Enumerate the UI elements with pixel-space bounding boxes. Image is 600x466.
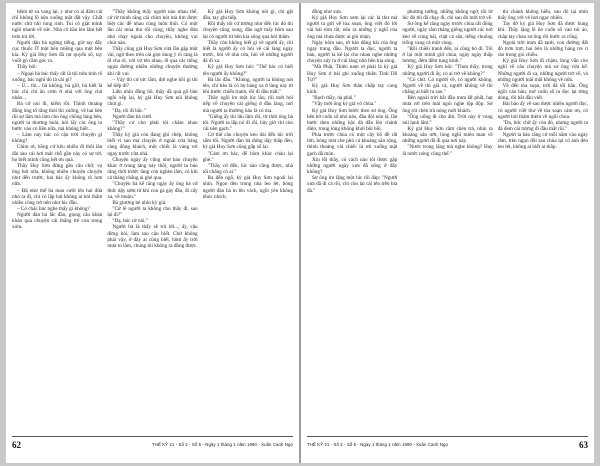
paragraph: "Thầy cứ cho phải tội chăm nhau không?"	[107, 119, 198, 132]
paragraph: "Có chứ. Có người về, có người không. Người về thì già cả, người không về thì chẳng ai biết ra sao."	[402, 76, 493, 96]
right-column-3	[498, 9, 588, 433]
paragraph: Chuyện ngày ấy cũng như bao chuyện khác ở trong làng này thôi, người ta bảo rằng thời trước làng còn nghèo lắm, có khi cả tháng chẳng ai ghé qua.	[107, 156, 198, 182]
paragraph: Thầy Huy Sơn đứng gần câu chữ, vợ ông hỏi nửa, không nhiều chuyện chuyện như đến trước, hai bác ấy không rõ hơn nữa.	[12, 162, 103, 188]
paragraph: Người đàn bà lắc đầu, giọng câu khàn khàn qua chuyện cái thằng trẻ con trong xóm.	[12, 212, 103, 231]
paragraph: đồng như xưa.	[312, 9, 342, 15]
paragraph: Tay đờ ký giả Huy Sơn đã được hung khí. Thầy lặng lẽ bỏ cuốn sổ vào túi áo, chắp tay chào sư ông rồi bước ra cổng.	[497, 21, 588, 40]
paragraph: – Có chắc bác nghe thấy gì không?	[17, 206, 90, 212]
paragraph: Chim ơi, hồng cứ kêu nhiều đi thôi lâu đài sau cái hơi mát chỗ gần này có sự tới, họ biết mình cũng hết ơn quá.	[12, 144, 103, 163]
paragraph: Kỳ giả Huy Sơn thân chấp tay cung kính:	[307, 82, 398, 96]
paragraph: Ký giả Huy Sơn hỏi: "Thưa thầy, trong những người đi ấy, có ai trở về không?"	[402, 64, 493, 77]
paragraph: bệnh tử xa vang lại, y như có ai đâm cái chĩ không lồ nện xuống mặt đất vậy. Chất nước chữ nhì rung rinh. Tui cô giật mình ngồi nhanh về sức. Nhà cô hầu lên lắm hết trơn trả lời.	[12, 9, 103, 40]
left-page-footer	[12, 436, 293, 453]
paragraph: Về đến tòa soạn, trời đã tối hẳn. Ông ngồi vào bàn, mở cuốn sổ ra đọc lại từng dòng, rồi bắt đầu viết.	[497, 82, 588, 102]
left-column-2	[107, 9, 197, 433]
magazine-spread	[6, 3, 594, 463]
paragraph: Thầy hỏi:	[17, 64, 38, 71]
paragraph: "Cám ơn bác, để hôm khác cháu lại ghé."	[202, 150, 293, 163]
paragraph: "Dạ, bác cứ nói."	[112, 218, 149, 225]
paragraph: Ký giả Huy Sơn bước theo sư ông. Ông bên bờ cuốn sổ nhỏ nào, đầu đội nón lá, lần bước theo những bậc đá dẫn lên chánh điện, trong lòng không khỏi bồi hồi.	[307, 107, 398, 132]
paragraph: Phía trước chùa có một cây bồ đề rất lớn, bóng mát che phủ cả khoảng sân rộng, thỉnh thoảng vài chiếc lá rơi xuống mặt gạch đã mòn.	[307, 132, 398, 157]
paragraph: "Thầy không thấy người nào nhau thế, cứ rừ mình rằng cái chim hót mà tìm được biệt các đề nhau cùng luôn thôi. Có một lần cái mùa thu rồi cùng, thầy nghe đứa nhỏ chạy ngoài cho chuyện, không vui chút nào.	[107, 9, 198, 46]
paragraph: "Vậy mời ông ký giả vô chùa."	[312, 101, 377, 108]
paragraph: "Cứ lẽ người ta không cho thầy đi, sao lại đi?"	[107, 206, 198, 219]
paragraph: – Lâm này bác có cậu trời chuyện gì không?	[12, 132, 103, 145]
paragraph: "Nước trong lặng mà nghe không? Hay là nước nóng cũng thế."	[402, 144, 493, 157]
paragraph: "Mà Phật, Thiên nam ơi phải là kỳ giả Huy Sơn ở bài ghi xuống thiên Tình Dỡ Tự?"	[307, 64, 398, 83]
paragraph: Ký giả Huy Sơn cầm chén trà, nhìn ra khoảng sân ướt, lòng nghĩ miên man về những người đã đi qua nơi này.	[402, 125, 493, 145]
paragraph: Người dân bà ngừng tiếng, giờ tay đẩy cục thuốc Ở một bên miệng qua một bên kia. Kỳ giả Huy Sơn đã rụt quyển sổ, tay vuốt gò cầm góc ra.	[12, 39, 103, 65]
paragraph: Ký giả Huy Sơn đi chậm, lòng vẫn còn nghĩ về câu chuyện mà sư ông vừa kể. Những người đi xa, những người trở về, và những người mãi mãi không về nữa.	[497, 58, 588, 83]
paragraph: thí chánh không hiểu, sau đó lại nhìn thấy ông với vẻ hơi ngạc nhiên.	[497, 9, 588, 22]
left-column-1	[12, 9, 102, 433]
left-column-3	[203, 9, 293, 433]
paragraph: Người bà là thấy sẽ trả lời..., ấy, cậu đừng hỏi, làm sao cậu biết. Chứ không phải vậy, ở đây ai cũng biết, hôm ấy trời mưa to lắm, chúng tôi không ra đồng được.	[107, 224, 198, 249]
paragraph: – Ủ... thì... bà không, bà giữ, bà biết là bác chỉ chỉ ăn cơm ở nhà với ông chủ nhân...	[12, 82, 103, 102]
paragraph: "Ông uống đi cho ấm. Trời này ở vùng núi lạnh lắm."	[402, 113, 493, 126]
paragraph: – Đã như thế bà mau cười lên hai đứa nhỏ ra đi, chỉ có lập hát không ai hỏi thăm nhiều cũng trở nên như lúc đầu.	[12, 187, 103, 206]
paragraph: Ngoài trời mưa đã tạnh, con đường đất đỏ trơn trợt, hai bên là những hàng tre rì rào trong gió chiều.	[497, 39, 588, 59]
paragraph: Người đàn bà cười.	[112, 113, 153, 120]
paragraph: Sư ông im lặng một lúc rồi đáp: "Người xưa đã đi cả rồi, chỉ còn lại cái tên trên bia đá."	[307, 175, 398, 194]
left-page	[6, 3, 299, 463]
paragraph: Bên ngoài trời bắt đầu mưa lất phất, hạt mưa rơi trên mái ngói nghe lộp độp. Sư ông rót chén trà nóng mời khách.	[402, 95, 493, 114]
paragraph: Bà cứ nói đi, kiếm rồi. Thỉnh thoảng đồng ông tổ rằng thôi thì xuống, về hai bên rồi sợ lắm mà làm cho ông chồng làng bên, người ta thương hoài, hỏi lấy các ông to bước vào có liền nữa, mà không biết...	[12, 101, 103, 132]
paragraph: "Da, bức chữ ấy còn đó, nhưng người ta đã đem cái tượng đi đâu mất rồi."	[497, 119, 588, 132]
page-number: 63	[579, 440, 588, 450]
paragraph: Cứ thế câu chuyện kéo dài đến lúc trời sẩm tối. Người đàn bà đứng dậy thắp đèn, kỳ giả Huy Sơn cũng gấp sổ lại.	[202, 132, 293, 151]
paragraph: Thầy còn không biết gì về người ấy, chỉ biết là người ấy có hỏi về cái làng ngày trước, hỏi về nhà cửa, hỏi về những người đã đi xa.	[202, 39, 293, 65]
right-page	[301, 3, 594, 463]
paragraph: Ngày hôm sau, tờ báo đăng bài của ông ngay trang đầu. Người ta đọc, người ta bàn, người ta kể lại cho nhau nghe những chuyện xảy ra ở cái làng nhỏ bên kia sông.	[307, 39, 398, 65]
paragraph: Rồi thấy tôi cứ tưởng như đến lúc đó thì chuyện cũng xong, đâu ngờ mấy hôm sau lại có người từ bên kia sông qua hỏi thăm.	[202, 21, 293, 40]
paragraph: Thầy ngồi im một lúc lâu, rồi mới hỏi tiếp về chuyện cái giếng ở đầu làng, nơi mà người ta thường bảo là có ma.	[202, 95, 293, 114]
paragraph: Người ta bảo rằng cứ mỗi năm vào ngày rằm, trên ngọn đồi sau chùa lại có ánh đèn leo lét, không ai biết ai thắp.	[497, 132, 588, 151]
paragraph: Liền nhìn đồng hồ, thầy đã quả gõ bàn ngồi xếp lại, kỳ giả Huy Sơn nói không chút gì.	[107, 89, 198, 108]
paragraph: Kỳ giả Huy Sơn hỏi: "Thế bác có biết tên người ấy không?"	[202, 64, 293, 77]
paragraph: Bà giương bé nhìn kỳ giả.	[112, 199, 167, 206]
running-footer: THẾ KỶ 21 - Số 2 - Số 5 - Ngày 1 tháng 1 năm 1990 - Xuân Canh Ngọ	[307, 442, 448, 447]
right-page-columns	[307, 9, 588, 433]
paragraph: phương tướng, những không ngờ, tôi từ lúc đó thì đã chạy đi, chỉ sau đó mới trở về.	[402, 9, 493, 22]
paragraph: "Giếng ấy thì lâu lắm rồi, từ thời ông bà tôi. Người ta lấp nó đi rồi, bây giờ chỉ còn cái nền gạch."	[202, 113, 293, 132]
paragraph: "Chuyện bà kể rằng ngày ấy ông bà cứ thức dậy sớm từ khi con gà gáy đầu, đi cấy xa, về muộn."	[107, 181, 198, 200]
paragraph: "Thầy cứ đến, lúc nào cũng được, nhà tôi chẳng có ai."	[202, 162, 293, 176]
paragraph: – Vậy thì cứ tức lắm, đợi nghe hồi gì thì kể tiếp đi?	[107, 76, 198, 89]
paragraph: Ký giả Huy Sơn xem lại các lá thư mà người ta gửi về tòa soạn, ông viết đó lời vài bài tóm tắt, nêu ra những ý nghĩ của ông mà chưa được ai ghi nhận.	[307, 15, 398, 40]
paragraph: Xin lỗi thầy, có cách nào tôi được gặp những người ngày xưa đã sống ở đây không?	[307, 156, 398, 176]
paragraph: Thầy cũng giả Huy Sơn vừa lần gặp một vài, ngờ theo trên cái giọt dung ý rõ ràng là ôi cha ơi, với vợ tên nhau, đi qua các tiếng ngựa đường nhiều những chuyện thường khi rất vui.	[107, 45, 198, 77]
paragraph: Kỳ giả Huy Sơn không nói gì, chỉ gật đầu, tay ghi tiếp.	[202, 9, 293, 22]
paragraph: Bài báo ấy về sau được nhiều người đọc, có người viết thư về tòa soạn cám ơn, có người hỏi thăm thêm về ngôi chùa.	[497, 101, 588, 120]
paragraph: "Bạch thầy, dạ phải."	[312, 95, 356, 102]
left-page-columns	[12, 9, 293, 433]
right-page-footer	[307, 436, 588, 453]
right-column-1	[307, 9, 397, 433]
paragraph: – Ngoại bà bác thấy rất là tội trên tính rõ xuống, bác nghĩ đó là cái gì?	[12, 70, 103, 83]
page-number: 62	[12, 440, 21, 450]
paragraph: Bà lắc đầu. "Không, người ta không nói tên, chỉ bảo là có họ hàng xa ở làng này từ hồi trước chiến tranh, rồi đi đâu mất."	[202, 76, 293, 96]
paragraph: "Dạ, tôi đi bắc."	[112, 107, 146, 114]
paragraph: Ra đến ngõ, kỳ giả Huy Sơn ngoái lại nhìn. Ngọn đèn trong nhà leo lét, bóng người đàn bà in lên vách, ngồi yên không nhúc nhích.	[202, 175, 293, 200]
running-footer: THẾ KỶ 21 - Số 2 - Số 5 - Ngày 1 tháng 1 năm 1990 - Xuân Canh Ngọ	[152, 442, 293, 447]
paragraph: Thầy ký giả còn đang ghi chép, không biết vì sao mà chuyện ở ngoài cửa hàng càng đông khách, một chiếc lá vàng rơi ngay trước cửa nhà.	[107, 132, 198, 157]
right-column-2	[402, 9, 492, 433]
paragraph: Sư ông kể rằng ngày trước chùa rất đông người, ngày rằm tháng giêng người các nơi kéo về cúng bái, chật cả sân, tiếng chuông trống vang cả một vùng.	[402, 21, 493, 46]
paragraph: "Rồi chiến tranh đến, ai cũng bỏ đi. Tôi ở lại một mình giữ chùa, ngày ngày thắp hương, đêm đêm tụng kinh."	[402, 45, 493, 65]
